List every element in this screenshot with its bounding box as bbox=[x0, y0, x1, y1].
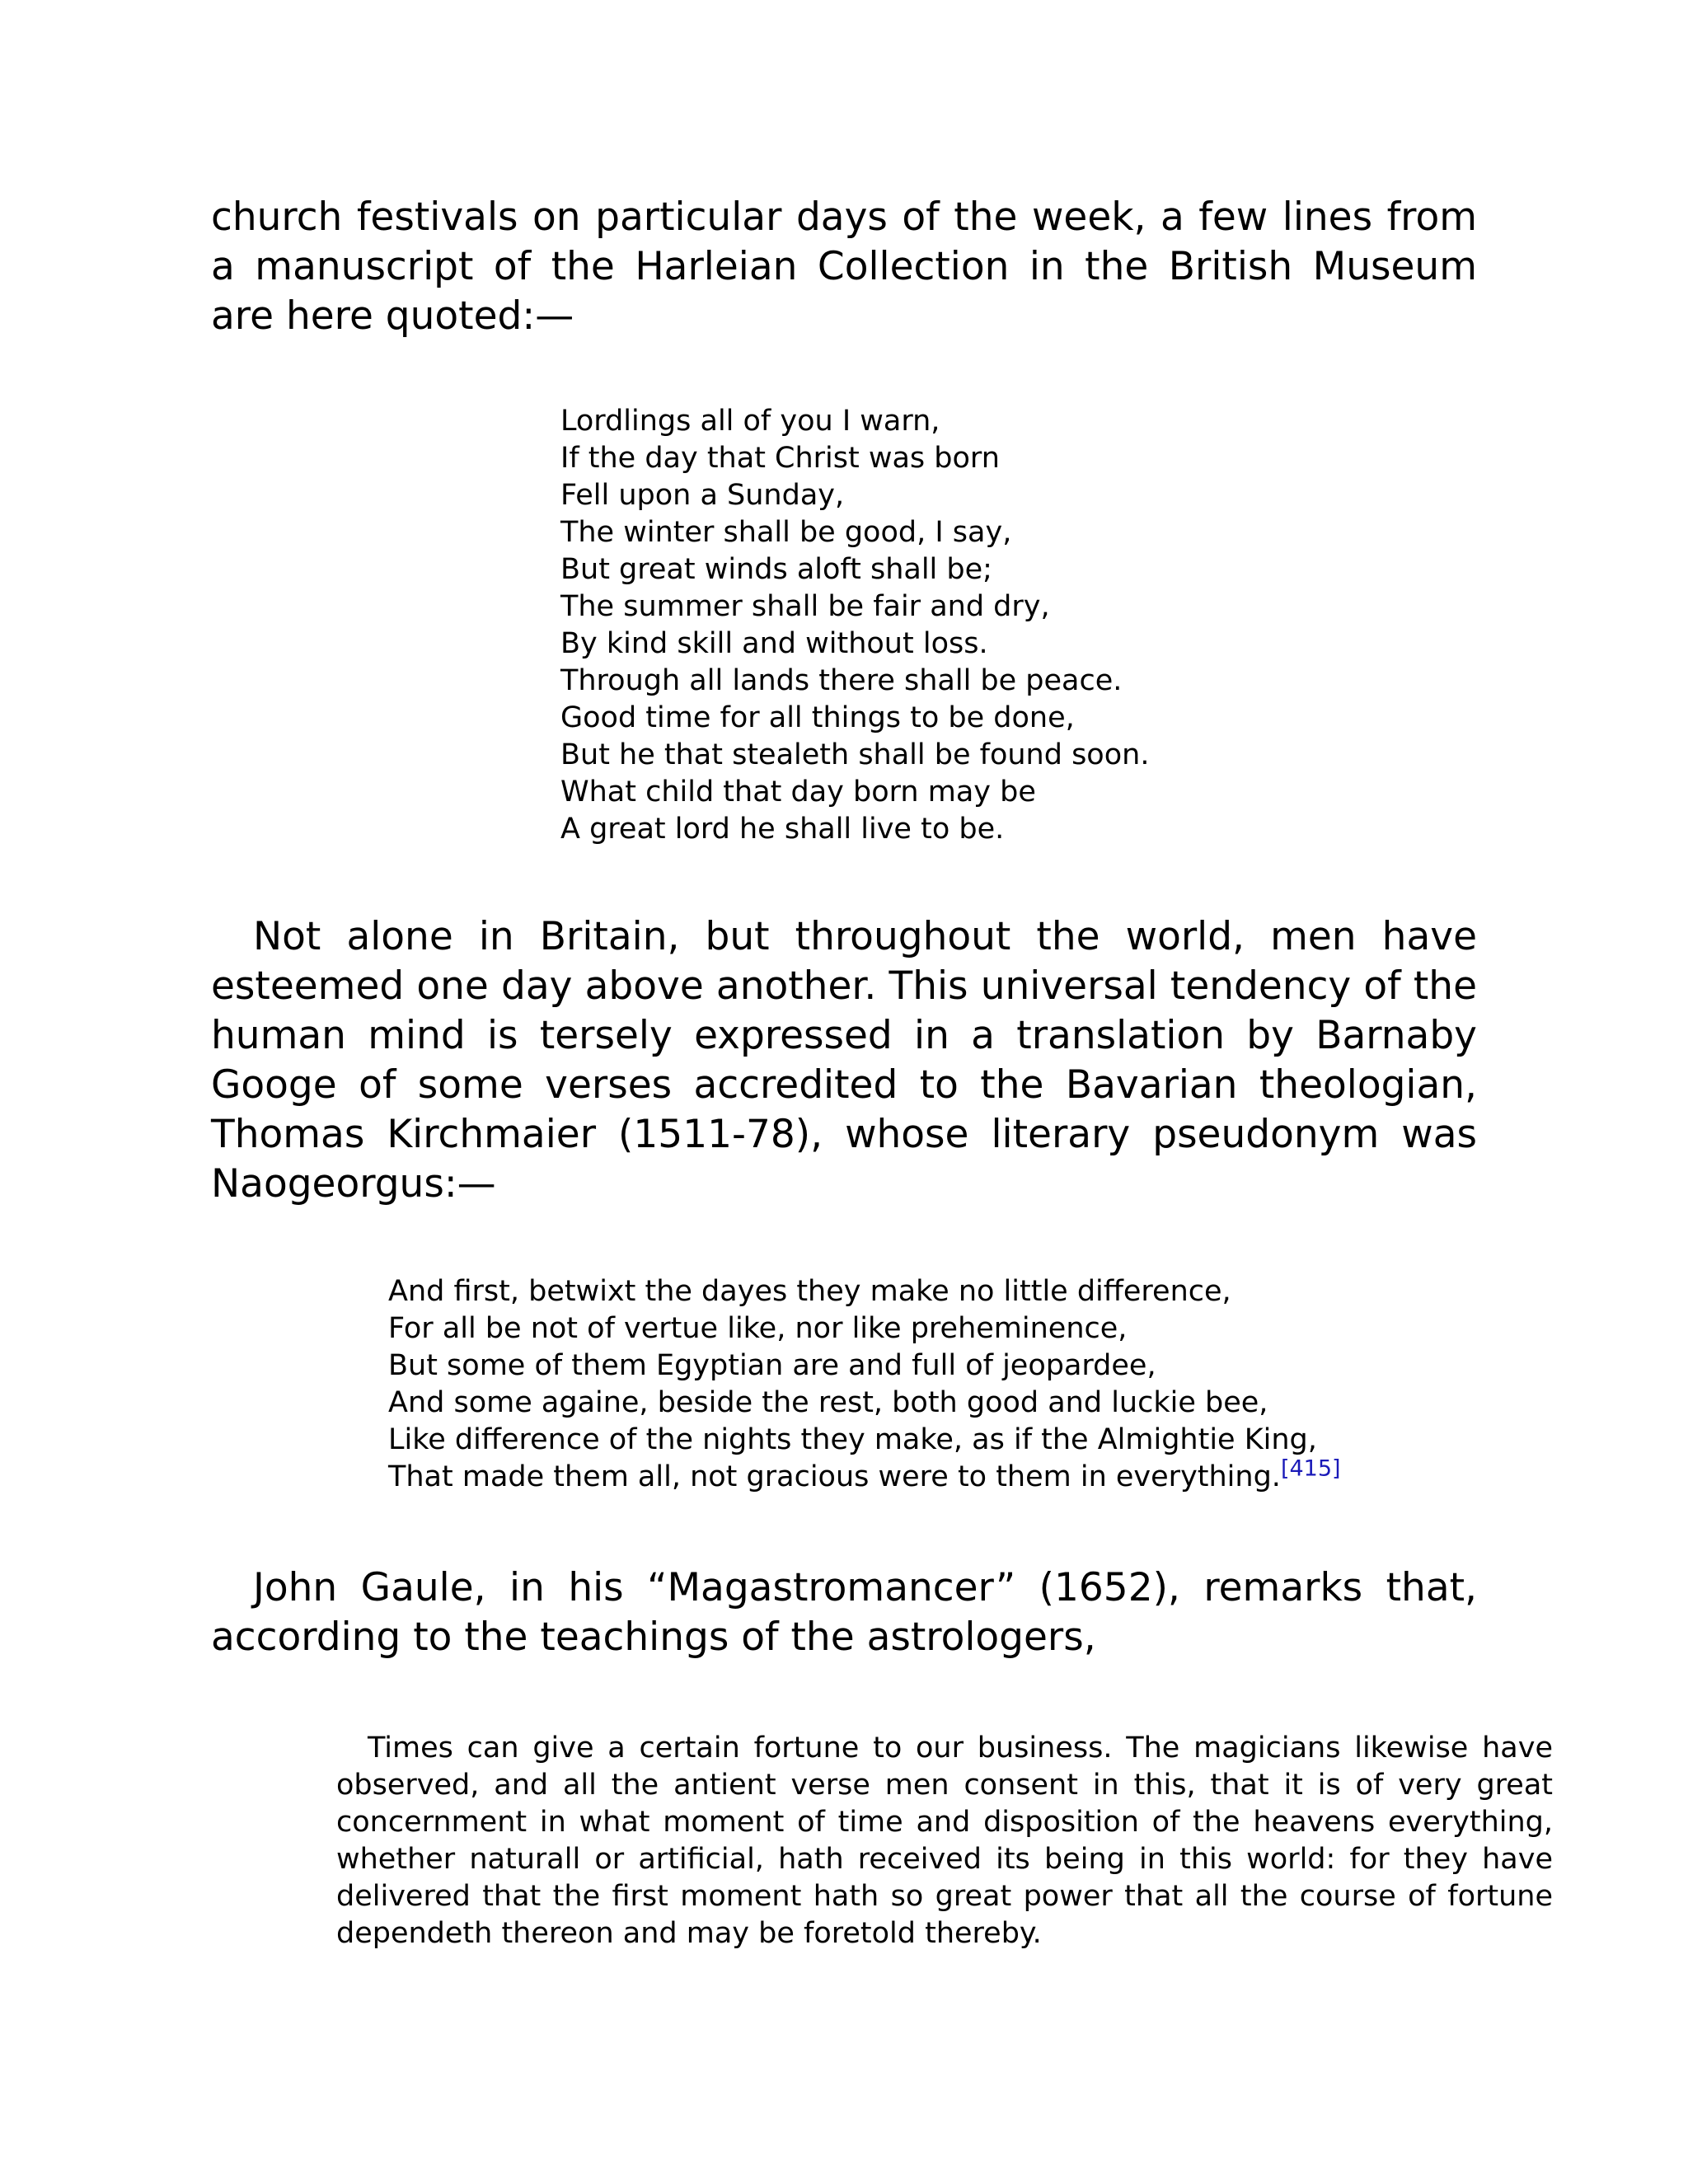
poem-line: By kind skill and without loss. bbox=[560, 627, 988, 660]
poem-line: A great lord he shall live to be. bbox=[560, 813, 1005, 846]
poem-line: But he that stealeth shall be found soon. bbox=[560, 738, 1150, 771]
poem-line: The summer shall be fair and dry, bbox=[560, 590, 1050, 623]
poem-line: But some of them Egyptian are and full of jeopardee, bbox=[388, 1349, 1156, 1382]
paragraph-1: church festivals on particular days of the week, a few lines from a manuscript of the Harleian Collection in the British Museum are here quoted:— bbox=[211, 194, 1477, 339]
poem-line: Fell upon a Sunday, bbox=[560, 479, 845, 512]
poem-christmas-sunday bbox=[560, 403, 1477, 848]
poem-line: Lordlings all of you I warn, bbox=[560, 405, 940, 438]
poem-line: Through all lands there shall be peace. bbox=[560, 664, 1123, 697]
block-quote bbox=[336, 1730, 1553, 1952]
poem-line: But great winds aloft shall be; bbox=[560, 553, 992, 586]
poem-line: Like difference of the nights they make, as if the Almightie King, bbox=[388, 1423, 1317, 1456]
quote-text: Times can give a certain fortune to our business. The magicians likewise have observed, and all the antient verse men consent in this, that it is of very great concernment in what moment of time and disposition of the heavens everything, whether naturall or artificial, hath received its being in this world: for they have delivered that the first moment hath so great power that all the course of fortune dependeth thereon and may be foretold thereby. bbox=[336, 1732, 1553, 1950]
poem-line: The winter shall be good, I say, bbox=[560, 516, 1012, 549]
paragraph-3: John Gaule, in his “Magastromancer” (1652), remarks that, according to the teachings of the astrologers, bbox=[211, 1565, 1477, 1660]
poem-line: For all be not of vertue like, nor like preheminence, bbox=[388, 1312, 1128, 1345]
footnote-link[interactable]: [415] bbox=[1280, 1455, 1341, 1482]
poem-line: If the day that Christ was born bbox=[560, 442, 1000, 475]
page-body bbox=[211, 193, 1553, 1952]
poem-line: Good time for all things to be done, bbox=[560, 701, 1075, 734]
poem-line: And first, betwixt the dayes they make no little difference, bbox=[388, 1275, 1231, 1308]
poem-naogeorgus bbox=[388, 1273, 1477, 1496]
poem-line-text: That made them all, not gracious were to them in everything. bbox=[388, 1460, 1281, 1493]
paragraph-2: Not alone in Britain, but throughout the world, men have esteemed one day above another. This universal tendency of the human mind is tersely expressed in a translation by Barnaby Googe of some verses accredited to the Bavarian theologian, Thomas Kirchmaier (1511-78), whose literary pseudonym was Naogeorgus:— bbox=[211, 914, 1477, 1207]
poem-line: And some againe, beside the rest, both good and luckie bee, bbox=[388, 1386, 1268, 1419]
poem-line: What child that day born may be bbox=[560, 776, 1036, 808]
poem-line-last bbox=[388, 1455, 1477, 1496]
